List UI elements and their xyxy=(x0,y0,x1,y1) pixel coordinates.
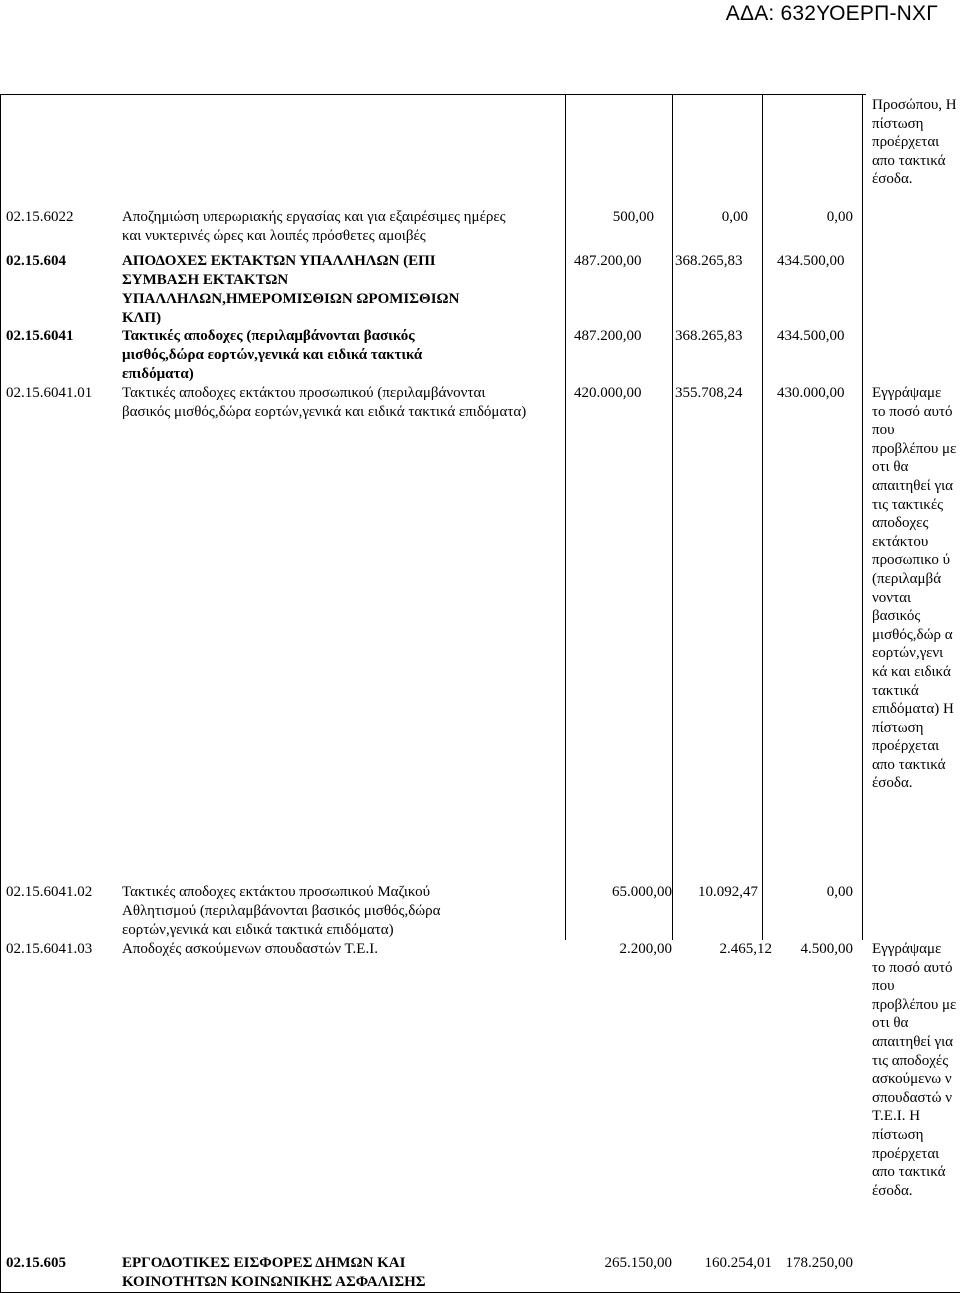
row-description: ΑΠΟΔΟΧΕΣ ΕΚΤΑΚΤΩΝ ΥΠΑΛΛΗΛΩΝ (ΕΠΙ ΣΥΜΒΑΣΗ ΕΚΤΑΚΤΩΝ ΥΠΑΛΛΗΛΩΝ,ΗΜΕΡΟΜΙΣΘΙΩΝ ΩΡΟΜΙΣΘΙΩΝ ΚΛΠ) xyxy=(122,253,460,326)
table-divider-desc-values xyxy=(565,94,566,940)
table-divider-values-1 xyxy=(672,94,673,940)
row-code: 02.15.605 xyxy=(6,1255,66,1271)
row-value-2: 355.708,24 xyxy=(675,385,743,401)
row-value-2: 10.092,47 xyxy=(698,884,758,900)
row-value-1: 265.150,00 xyxy=(604,1255,672,1271)
row-value-1: 487.200,00 xyxy=(574,253,642,269)
table-top-border xyxy=(0,94,866,95)
row-value-2: 0,00 xyxy=(721,209,748,225)
remark-top: Προσώπου, Η πίστωση προέρχεται απο τακτικά έσοδα. xyxy=(872,97,957,188)
row-value-1: 487.200,00 xyxy=(574,328,642,344)
row-value-3: 0,00 xyxy=(826,209,853,225)
row-value-3: 430.000,00 xyxy=(777,385,845,401)
row-description: Αποδοχές ασκούμενων σπουδαστών Τ.Ε.Ι. xyxy=(122,941,378,957)
row-description: Τακτικές αποδοχες εκτάκτου προσωπικού Μαζικού Αθλητισμού (περιλαμβάνονται βασικός μισθός,δώρα εορτών,γενικά και ειδικά τακτικά επιδόματα) xyxy=(122,884,441,938)
row-value-1: 65.000,00 xyxy=(612,884,672,900)
row-value-2: 160.254,01 xyxy=(704,1255,772,1271)
row-value-1: 420.000,00 xyxy=(574,385,642,401)
remark-tei-students: Εγγράψαμε το ποσό αυτό που προβλέπου με οτι θα απαιτηθεί για τις αποδοχές ασκούμενω ν σπουδαστώ ν Τ.Ε.Ι. Η πίστωση προέρχεται απο τακτικά έσοδα. xyxy=(872,941,957,1199)
row-description: ΕΡΓΟΔΟΤΙΚΕΣ ΕΙΣΦΟΡΕΣ ΔΗΜΩΝ ΚΑΙ ΚΟΙΝΟΤΗΤΩΝ ΚΟΙΝΩΝΙΚΗΣ ΑΣΦΑΛΙΣΗΣ xyxy=(122,1255,426,1290)
row-value-2: 368.265,83 xyxy=(675,253,743,269)
row-value-3: 178.250,00 xyxy=(785,1255,853,1271)
row-description: Τακτικές αποδοχες εκτάκτου προσωπικού (περιλαμβάνονται βασικός μισθός,δώρα εορτών,γενικά και ειδικά τακτικά επιδόματα) xyxy=(122,385,527,420)
row-code: 02.15.6041.01 xyxy=(6,385,93,401)
remark-temporary-staff: Εγγράψαμε το ποσό αυτό που προβλέπου με οτι θα απαιτηθεί για τις τακτικές αποδοχες εκτάκτου προσωπικο ύ (περιλαμβά νονται βασικός μισθός,δώρ α εορτών,γενι κά και ειδικά τακτικά επιδόματα) Η πίστωση προέρχεται απο τακτικά έσοδα. xyxy=(872,385,957,792)
row-description: Τακτικές αποδοχες (περιλαμβάνονται βασικός μισθός,δώρα εορτών,γενικά και ειδικά τακτικά επιδόματα) xyxy=(122,328,423,382)
row-value-2: 368.265,83 xyxy=(675,328,743,344)
row-code: 02.15.6041.02 xyxy=(6,884,93,900)
row-value-1: 500,00 xyxy=(612,209,654,225)
table-divider-values-3 xyxy=(862,94,863,940)
ada-header: ΑΔΑ: 632ΥΟΕΡΠ-ΝΧΓ xyxy=(725,2,938,25)
row-code: 02.15.604 xyxy=(6,253,66,269)
row-value-3: 434.500,00 xyxy=(777,328,845,344)
row-value-3: 4.500,00 xyxy=(800,941,853,957)
row-code: 02.15.6041.03 xyxy=(6,941,93,957)
row-value-2: 2.465,12 xyxy=(719,941,772,957)
row-value-3: 434.500,00 xyxy=(777,253,845,269)
row-description: Αποζημιώση υπερωριακής εργασίας και για εξαιρέσιμες ημέρες και νυκτερινές ώρες και λοιπές πρόσθετες αμοιβές xyxy=(122,209,506,244)
row-value-3: 0,00 xyxy=(826,884,853,900)
table-divider-values-2 xyxy=(762,94,763,940)
table-border-left xyxy=(0,94,1,1293)
row-code: 02.15.6022 xyxy=(6,209,74,225)
row-code: 02.15.6041 xyxy=(6,328,74,344)
row-value-1: 2.200,00 xyxy=(619,941,672,957)
